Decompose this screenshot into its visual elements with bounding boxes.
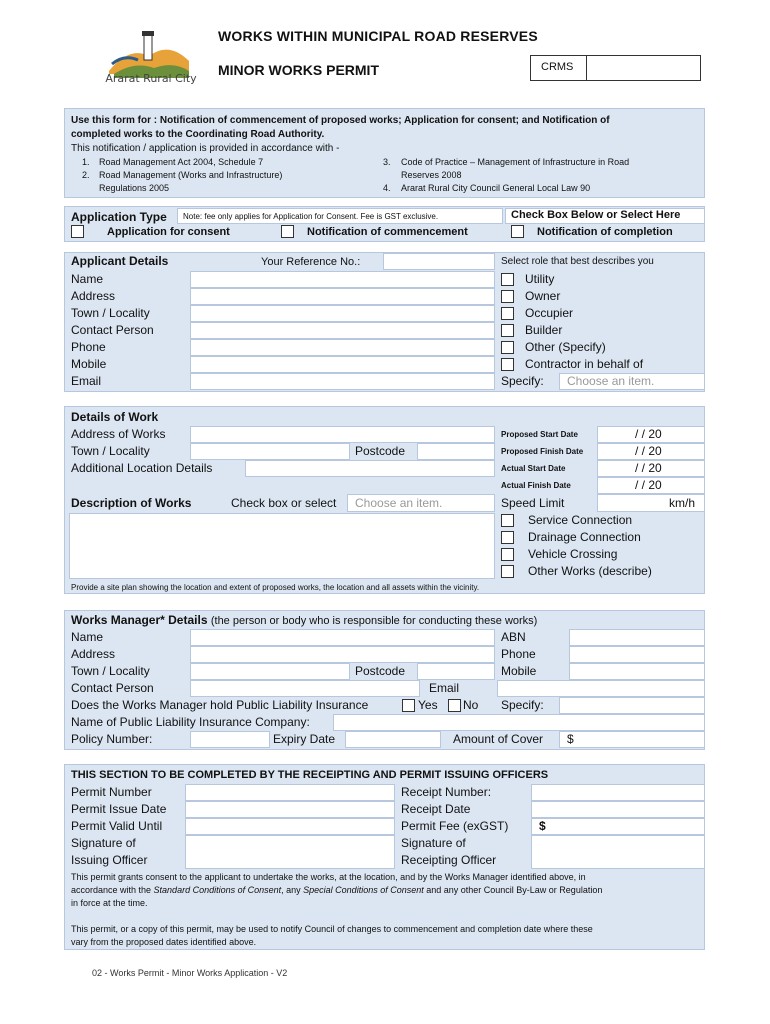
amount-cover-label: Amount of Cover (453, 732, 544, 746)
actual-finish-format: / / 20 (635, 478, 662, 492)
permit-notify-line1: This permit, or a copy of this permit, may be used to notify Council of changes to commencement and completion date where these (71, 924, 593, 934)
vehicle-crossing-checkbox[interactable] (501, 548, 514, 561)
policy-number-label: Policy Number: (71, 732, 153, 746)
permit-number-input[interactable] (185, 784, 395, 801)
your-reference-input[interactable] (383, 253, 495, 270)
other-works-checkbox[interactable] (501, 565, 514, 578)
role-owner-checkbox[interactable] (501, 290, 514, 303)
proposed-finish-label: Proposed Finish Date (501, 447, 584, 456)
insurance-company-input[interactable] (333, 714, 705, 731)
org-name: Ararat Rural City (105, 72, 197, 85)
manager-postcode-input[interactable] (417, 663, 495, 680)
office-use-section (64, 764, 705, 950)
receipt-date-input[interactable] (531, 801, 705, 818)
address-of-works-input[interactable] (190, 426, 495, 443)
address-of-works-label: Address of Works (71, 427, 166, 441)
policy-number-input[interactable] (190, 731, 270, 748)
permit-fee-dollar: $ (539, 819, 546, 833)
role-utility-checkbox[interactable] (501, 273, 514, 286)
works-manager-title-note: (the person or body who is responsible for conducting these works) (210, 615, 538, 627)
applicant-contact-input[interactable] (190, 322, 495, 339)
applicant-email-label: Email (71, 374, 102, 388)
page-title: WORKS WITHIN MUNICIPAL ROAD RESERVES (218, 28, 538, 44)
role-other-label: Other (Specify) (525, 340, 606, 354)
manager-postcode-label: Postcode (355, 664, 406, 678)
insurance-company-label: Name of Public Liability Insurance Company: (71, 715, 310, 729)
details-of-work-title: Details of Work (71, 410, 159, 424)
signature-issuing-label-2: Issuing Officer (71, 853, 148, 867)
liability-yes-label: Yes (418, 698, 438, 712)
drainage-connection-label: Drainage Connection (528, 530, 641, 544)
issuing-officer-signature[interactable] (185, 835, 395, 869)
applicant-phone-input[interactable] (190, 339, 495, 356)
intro-line3: This notification / application is provided in accordance with - (71, 143, 340, 154)
role-owner-label: Owner (525, 289, 561, 303)
manager-phone-input[interactable] (569, 646, 705, 663)
intro-item-1: Road Management Act 2004, Schedule 7 (99, 157, 264, 167)
actual-start-format: / / 20 (635, 461, 662, 475)
actual-finish-label: Actual Finish Date (501, 481, 571, 490)
receipt-number-input[interactable] (531, 784, 705, 801)
applicant-address-label: Address (71, 289, 116, 303)
standard-conditions: Standard Conditions of Consent (153, 885, 282, 895)
role-utility-label: Utility (525, 272, 555, 286)
office-use-title: THIS SECTION TO BE COMPLETED BY THE RECEIPTING AND PERMIT ISSUING OFFICERS (71, 769, 549, 781)
proposed-start-label: Proposed Start Date (501, 430, 578, 439)
permit-issue-date-input[interactable] (185, 801, 395, 818)
intro-item-2b: Regulations 2005 (99, 183, 170, 193)
applicant-name-input[interactable] (190, 271, 495, 288)
intro-item-1-num: 1. (82, 157, 90, 167)
intro-item-3: Code of Practice – Management of Infrastructure in Road (401, 157, 630, 167)
permit-consent-line2-pre: accordance with the (71, 885, 154, 895)
permit-consent-line2 (71, 882, 602, 899)
applicant-address-input[interactable] (190, 288, 495, 305)
permit-consent-line3: in force at the time. (71, 898, 148, 908)
manager-contact-label: Contact Person (71, 681, 154, 695)
signature-receipting-label-2: Receipting Officer (401, 853, 497, 867)
notification-commencement-checkbox[interactable] (281, 225, 294, 238)
permit-consent-line2-post: and any other Council By-Law or Regulation (423, 885, 603, 895)
expiry-date-label: Expiry Date (273, 732, 336, 746)
manager-mobile-label: Mobile (501, 664, 537, 678)
actual-start-label: Actual Start Date (501, 464, 566, 473)
service-connection-label: Service Connection (528, 513, 633, 527)
role-other-checkbox[interactable] (501, 341, 514, 354)
manager-abn-input[interactable] (569, 629, 705, 646)
manager-abn-label: ABN (501, 630, 526, 644)
role-specify-placeholder: Choose an item. (567, 374, 655, 388)
intro-line2: completed works to the Coordinating Road Authority. (71, 129, 325, 140)
manager-address-label: Address (71, 647, 116, 661)
permit-fee-input[interactable] (531, 818, 705, 835)
work-town-input[interactable] (190, 443, 350, 460)
intro-item-2: Road Management (Works and Infrastructure) (99, 170, 283, 180)
intro-section (64, 108, 705, 198)
manager-name-input[interactable] (190, 629, 495, 646)
permit-consent-line1: This permit grants consent to the applicant to undertake the works, at the location, and by the Works Manager identified above, in (71, 872, 586, 882)
fee-note: Note: fee only applies for Application for Consent. Fee is GST exclusive. (183, 212, 439, 221)
check-or-select-label: Check box or select (231, 496, 337, 510)
intro-line1: Use this form for : Notification of commencement of proposed works; Application for consent; and Notification of (71, 115, 610, 126)
footer-text: 02 - Works Permit - Minor Works Application - V2 (92, 968, 288, 978)
work-postcode-input[interactable] (417, 443, 495, 460)
applicant-mobile-input[interactable] (190, 356, 495, 373)
works-manager-section (64, 610, 705, 750)
permit-valid-until-label: Permit Valid Until (71, 819, 163, 833)
manager-email-label: Email (429, 681, 460, 695)
vehicle-crossing-label: Vehicle Crossing (528, 547, 618, 561)
liability-specify-input[interactable] (559, 697, 705, 714)
application-consent-checkbox[interactable] (71, 225, 84, 238)
intro-item-4-num: 4. (383, 183, 391, 193)
permit-fee-label: Permit Fee (exGST) (401, 819, 509, 833)
manager-mobile-input[interactable] (569, 663, 705, 680)
application-type-section (64, 206, 705, 242)
work-postcode-label: Postcode (355, 444, 406, 458)
drainage-connection-checkbox[interactable] (501, 531, 514, 544)
permit-issue-date-label: Permit Issue Date (71, 802, 167, 816)
proposed-start-format: / / 20 (635, 427, 662, 441)
service-connection-checkbox[interactable] (501, 514, 514, 527)
applicant-town-input[interactable] (190, 305, 495, 322)
works-manager-title-row (71, 612, 537, 629)
page-subtitle: MINOR WORKS PERMIT (218, 62, 379, 78)
applicant-phone-label: Phone (71, 340, 106, 354)
manager-name-label: Name (71, 630, 104, 644)
liability-yes-checkbox[interactable] (402, 699, 415, 712)
manager-contact-input[interactable] (190, 680, 420, 697)
applicant-mobile-label: Mobile (71, 357, 107, 371)
applicant-email-input[interactable] (190, 373, 495, 390)
applicant-name-label: Name (71, 272, 104, 286)
additional-location-input[interactable] (245, 460, 495, 477)
applicant-contact-label: Contact Person (71, 323, 154, 337)
manager-town-input[interactable] (190, 663, 350, 680)
role-title: Select role that best describes you (501, 256, 654, 267)
works-manager-title: Works Manager* Details (71, 613, 208, 627)
notification-commencement-label: Notification of commencement (307, 226, 468, 238)
details-of-work-section (64, 406, 705, 594)
work-town-label: Town / Locality (71, 444, 150, 458)
speed-unit: km/h (669, 496, 696, 510)
your-reference-label: Your Reference No.: (261, 256, 361, 268)
manager-email-input[interactable] (497, 680, 705, 697)
check-select-label: Check Box Below or Select Here (511, 209, 681, 221)
liability-specify-label: Specify: (501, 698, 544, 712)
site-plan-note: Provide a site plan showing the location and extent of proposed works, the location and all assets within the vicinity. (71, 583, 480, 592)
amount-cover-dollar: $ (567, 732, 574, 746)
permit-number-label: Permit Number (71, 785, 152, 799)
applicant-details-section (64, 252, 705, 392)
intro-item-3-num: 3. (383, 157, 391, 167)
description-of-works-label: Description of Works (71, 496, 192, 510)
liability-no-label: No (463, 698, 479, 712)
permit-notify-line2: vary from the proposed dates identified above. (71, 937, 257, 947)
crms-input[interactable] (587, 56, 700, 80)
signature-issuing-label-1: Signature of (71, 836, 136, 850)
receipt-date-label: Receipt Date (401, 802, 471, 816)
application-consent-label: Application for consent (107, 226, 230, 238)
role-occupier-label: Occupier (525, 306, 574, 320)
receipt-number-label: Receipt Number: (401, 785, 492, 799)
role-builder-checkbox[interactable] (501, 324, 514, 337)
manager-phone-label: Phone (501, 647, 536, 661)
intro-item-3b: Reserves 2008 (401, 170, 462, 180)
additional-location-label: Additional Location Details (71, 461, 213, 475)
manager-town-label: Town / Locality (71, 664, 150, 678)
permit-consent-line2-mid: , any (281, 885, 304, 895)
signature-receipting-label-1: Signature of (401, 836, 466, 850)
application-type-label: Application Type (71, 210, 167, 224)
liability-question: Does the Works Manager hold Public Liability Insurance (71, 698, 369, 712)
role-specify-label: Specify: (501, 374, 544, 388)
manager-address-input[interactable] (190, 646, 495, 663)
role-contractor-label: Contractor in behalf of (525, 357, 644, 371)
special-conditions: Special Conditions of Consent (303, 885, 424, 895)
amount-cover-input[interactable] (559, 731, 705, 748)
proposed-finish-format: / / 20 (635, 444, 662, 458)
notification-completion-checkbox[interactable] (511, 225, 524, 238)
description-of-works-input[interactable] (69, 513, 495, 579)
applicant-town-label: Town / Locality (71, 306, 150, 320)
notification-completion-label: Notification of completion (537, 226, 673, 238)
speed-limit-label: Speed Limit (501, 496, 565, 510)
role-occupier-checkbox[interactable] (501, 307, 514, 320)
intro-item-2-num: 2. (82, 170, 90, 180)
intro-item-4: Ararat Rural City Council General Local Law 90 (401, 183, 591, 193)
liability-no-checkbox[interactable] (448, 699, 461, 712)
works-type-placeholder: Choose an item. (355, 496, 443, 510)
receipting-officer-signature[interactable] (531, 835, 705, 869)
applicant-details-title: Applicant Details (71, 254, 169, 268)
role-contractor-checkbox[interactable] (501, 358, 514, 371)
other-works-label: Other Works (describe) (528, 564, 652, 578)
permit-valid-until-input[interactable] (185, 818, 395, 835)
crms-label: CRMS (531, 56, 587, 80)
crms-box (530, 55, 701, 81)
expiry-date-input[interactable] (345, 731, 441, 748)
role-builder-label: Builder (525, 323, 563, 337)
